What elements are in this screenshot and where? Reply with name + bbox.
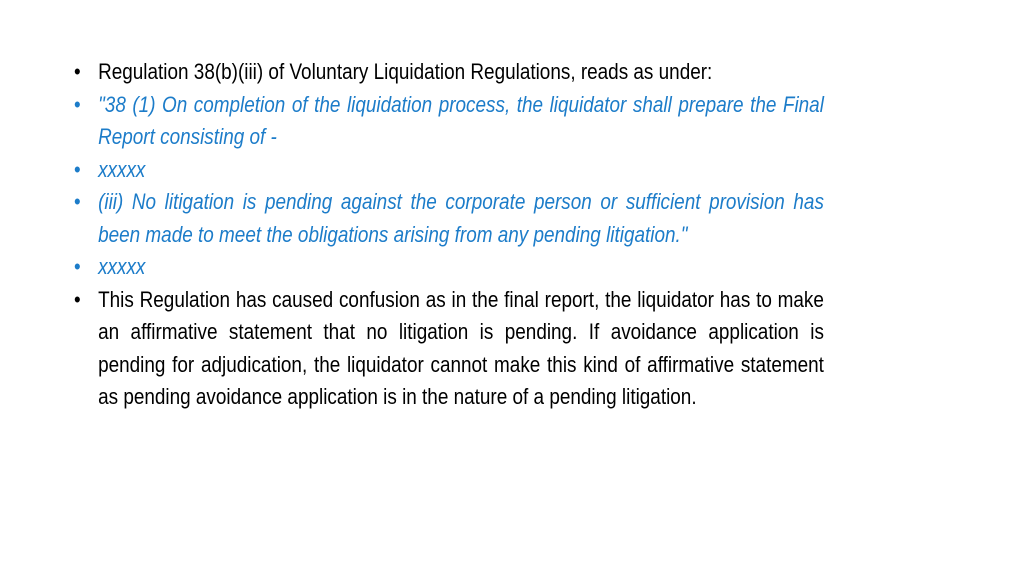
bullet-quote-regulation-38 bbox=[74, 89, 824, 154]
bullet-confusion-explanation bbox=[74, 284, 824, 414]
bullet-text: xxxxx bbox=[98, 254, 146, 279]
bullet-text: xxxxx bbox=[98, 156, 146, 182]
bullet-regulation-intro bbox=[74, 56, 824, 89]
bullet-text: "38 (1) On completion of the liquidation process, the liquidator shall prepare the Final Report consisting of - bbox=[98, 91, 824, 149]
bullet-dot: • bbox=[74, 189, 81, 214]
bullet-quote-omission bbox=[74, 154, 824, 187]
bullet-list bbox=[74, 56, 824, 414]
bullet-quote-clause-iii bbox=[74, 186, 824, 251]
bullet-dot: • bbox=[74, 286, 81, 312]
bullet-dot: • bbox=[74, 156, 81, 182]
bullet-text: This Regulation has caused confusion as in the final report, the liquidator has to make an affirmative statement that no litigation is pending. If avoidance application is pending for adjudication, the liquidator cannot make this kind of affirmative statement as pending avoidance application is in the nature of a pending litigation. bbox=[98, 286, 824, 409]
bullet-text: (iii) No litigation is pending against the corporate person or sufficient provision has been made to meet the obligations arising from any pending litigation." bbox=[98, 189, 824, 247]
bullet-quote-omission bbox=[74, 251, 824, 284]
bullet-dot: • bbox=[74, 59, 81, 84]
bullet-text: Regulation 38(b)(iii) of Voluntary Liquidation Regulations, reads as under: bbox=[98, 59, 713, 84]
bullet-dot: • bbox=[74, 91, 81, 117]
bullet-dot: • bbox=[74, 254, 81, 279]
